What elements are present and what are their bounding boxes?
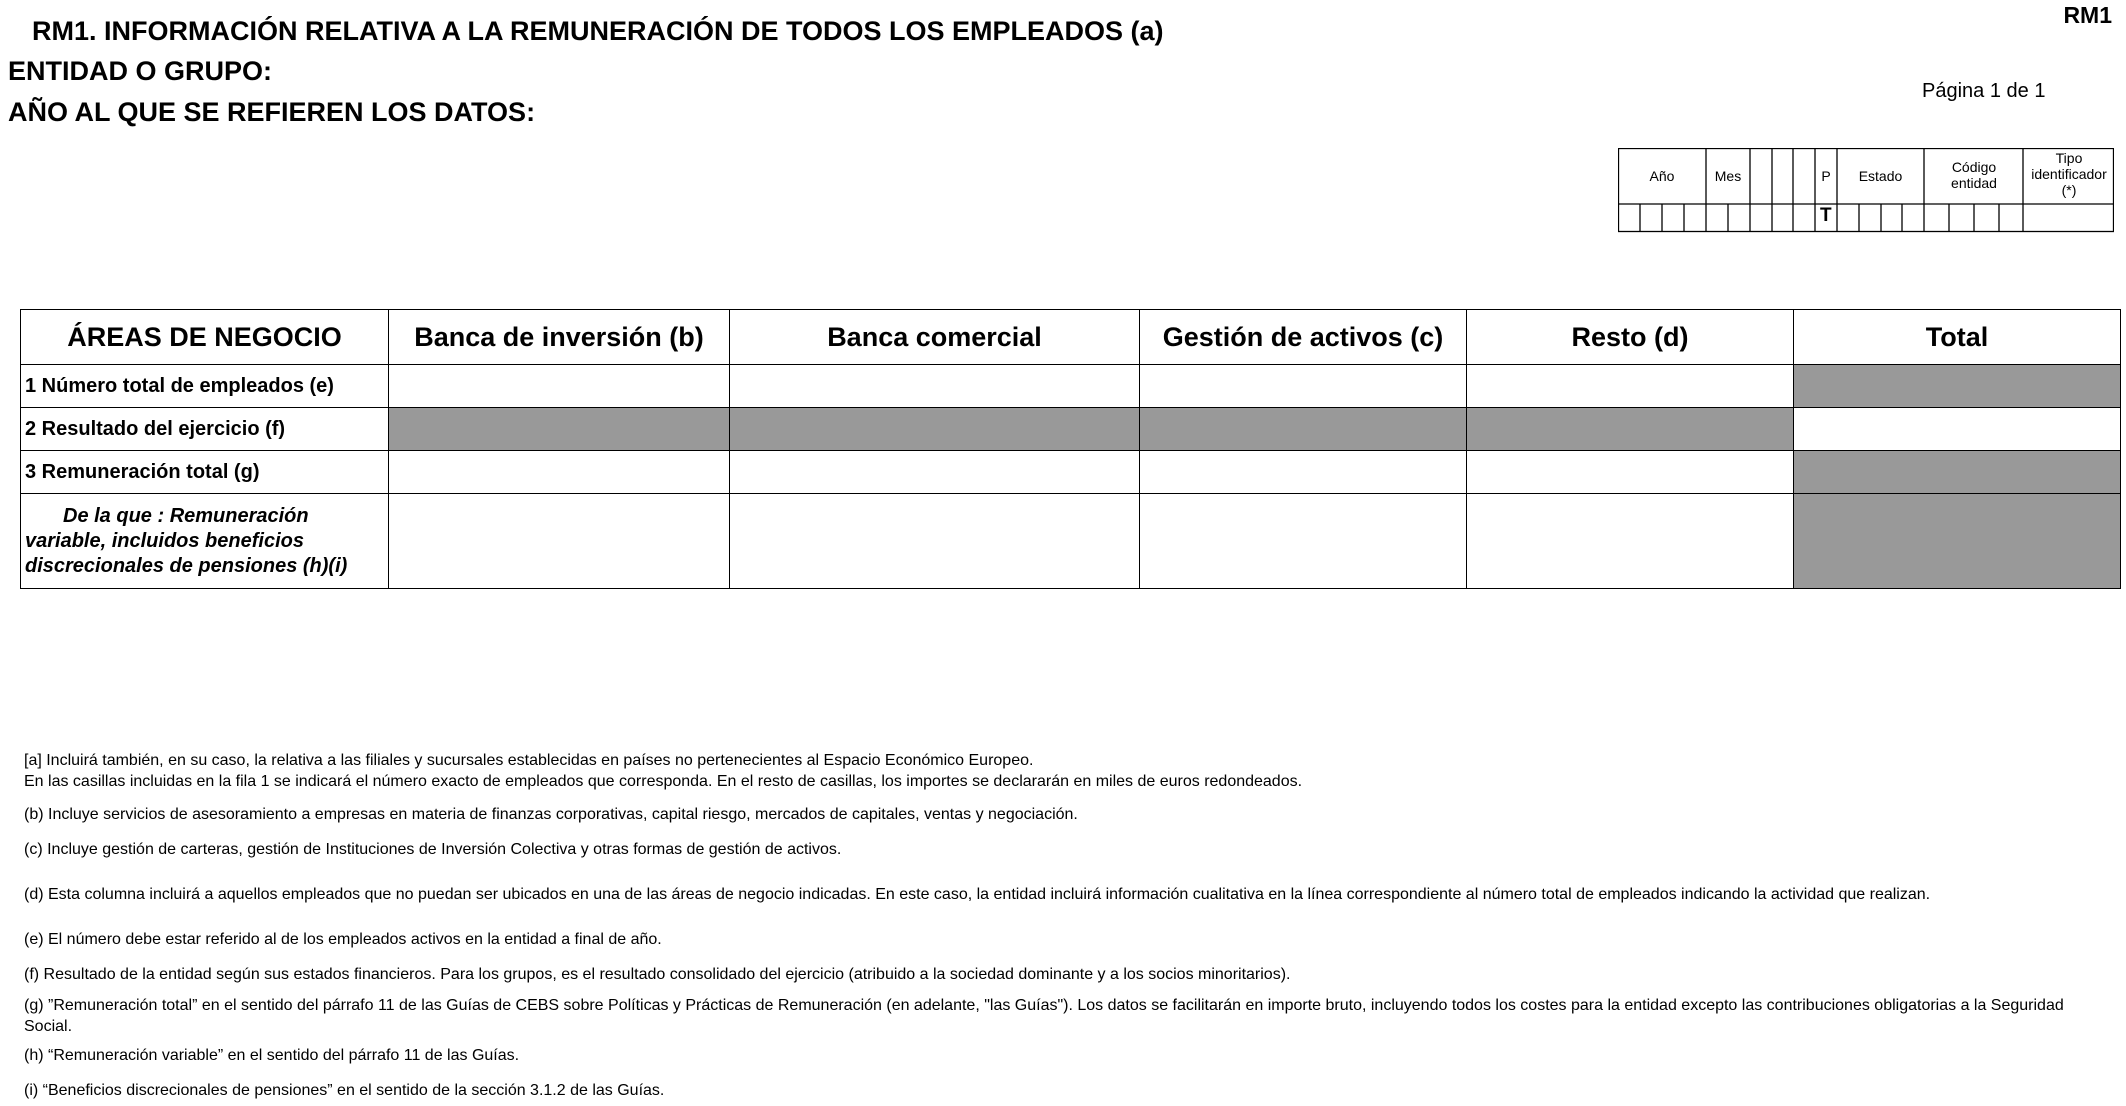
table-header-row [21,310,2121,365]
grid-month-label: Mes [1714,168,1742,184]
row-label-employees: 1 Número total de empleados (e) [21,365,389,408]
input-cell[interactable] [389,365,730,408]
row-label-total-remuneration: 3 Remuneración total (g) [21,451,389,494]
identification-grid [1618,148,2114,233]
shaded-cell [1794,365,2121,408]
input-cell[interactable] [1467,365,1794,408]
input-cell[interactable] [730,451,1140,494]
input-cell[interactable] [730,365,1140,408]
row-label-variable-remuneration [21,494,389,589]
input-cell[interactable] [389,451,730,494]
note-a1: [a] Incluirá también, en su caso, la relativa a las filiales y sucursales establecidas en países no pertenecientes al Espacio Económico Europeo. [24,752,1034,769]
variable-label-line1: De la que : Remuneración [63,504,309,527]
note-b: (b) Incluye servicios de asesoramiento a empresas en materia de finanzas corporativas, capital riesgo, mercados de capitales, ventas y negociación. [24,806,1078,823]
note-a2: En las casillas incluidas en la fila 1 se indicará el número exacto de empleados que corresponda. En el resto de casillas, los importes se declararán en miles de euros redondeados. [24,773,1303,790]
input-cell[interactable] [1140,451,1467,494]
input-cell[interactable] [1794,408,2121,451]
variable-label-line3: discrecionales de pensiones (h)(i) [25,554,348,577]
table-row [21,494,2121,589]
note-g: (g) ”Remuneración total” en el sentido del párrafo 11 de las Guías de CEBS sobre Políticas y Prácticas de Remuneración (en adelante, "las Guías"). Los datos se facilitarán en importe bruto, incluyendo todos los costes para la entidad excepto las contribuciones obligatorias a la Seguridad Social. [24,997,2064,1035]
header-asset-management: Gestión de activos (c) [1140,310,1467,365]
grid-entity-code-label: Código entidad [1951,159,1997,191]
shaded-cell [1467,408,1794,451]
remuneration-table [20,309,2121,589]
grid-id-type-label: Tipo identificador (*) [2031,150,2107,198]
form-title: RM1. INFORMACIÓN RELATIVA A LA REMUNERACIÓN DE TODOS LOS EMPLEADOS (a) [32,16,1164,46]
note-e: (e) El número debe estar referido al de los empleados activos en la entidad a final de año. [24,931,662,948]
input-cell[interactable] [1467,451,1794,494]
input-cell[interactable] [1140,494,1467,589]
page-indicator: Página 1 de 1 [1922,80,2046,102]
shaded-cell [1140,408,1467,451]
table-row [21,408,2121,451]
grid-year-label: Año [1649,168,1675,184]
input-cell[interactable] [1140,365,1467,408]
note-d: (d) Esta columna incluirá a aquellos empleados que no puedan ser ubicados en una de las áreas de negocio indicadas. En este caso, la entidad incluirá información cualitativa en la línea correspondiente al número total de empleados indicando la actividad que realizan. [24,886,1931,903]
note-i: (i) “Beneficios discrecionales de pensiones” en el sentido de la sección 3.1.2 de las Guías. [24,1082,665,1099]
header-investment-banking: Banca de inversión (b) [389,310,730,365]
input-cell[interactable] [730,494,1140,589]
note-c: (c) Incluye gestión de carteras, gestión de Instituciones de Inversión Colectiva y otras formas de gestión de activos. [24,841,842,858]
input-cell[interactable] [1467,494,1794,589]
shaded-cell [1794,451,2121,494]
header-total: Total [1794,310,2121,365]
variable-label-line2: variable, incluidos beneficios [25,529,304,552]
grid-p-label: P [1821,168,1831,184]
grid-state-label: Estado [1858,168,1903,184]
shaded-cell [730,408,1140,451]
table-row [21,365,2121,408]
note-h: (h) “Remuneración variable” en el sentido del párrafo 11 de las Guías. [24,1047,520,1064]
form-code: RM1 [2063,2,2112,28]
entity-label: ENTIDAD O GRUPO: [8,56,273,86]
note-f: (f) Resultado de la entidad según sus estados financieros. Para los grupos, es el resultado consolidado del ejercicio (atribuido a la sociedad dominante y a los socios minoritarios). [24,966,1291,983]
header-rest: Resto (d) [1467,310,1794,365]
shaded-cell [389,408,730,451]
table-row [21,451,2121,494]
row-label-result: 2 Resultado del ejercicio (f) [21,408,389,451]
year-label: AÑO AL QUE SE REFIEREN LOS DATOS: [8,97,536,127]
header-business-areas: ÁREAS DE NEGOCIO [21,310,389,365]
shaded-cell [1794,494,2121,589]
input-cell[interactable] [389,494,730,589]
header-commercial-banking: Banca comercial [730,310,1140,365]
grid-t-mark: T [1820,205,1832,226]
